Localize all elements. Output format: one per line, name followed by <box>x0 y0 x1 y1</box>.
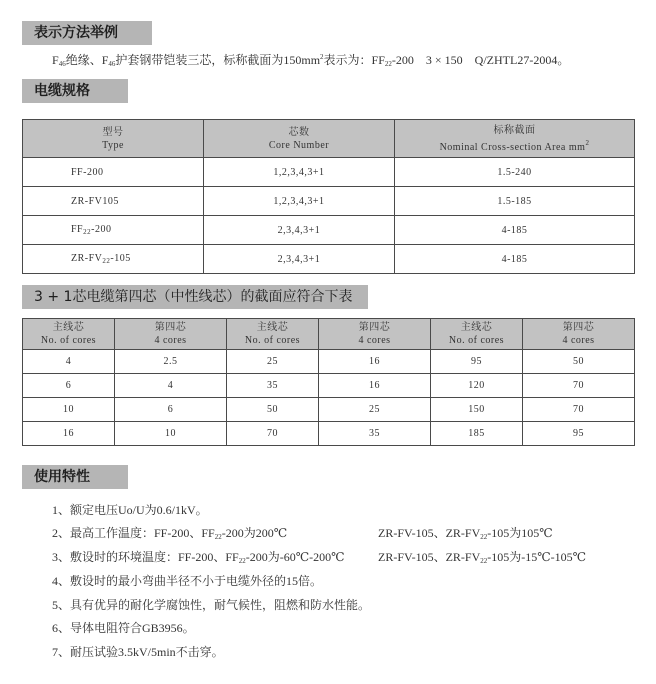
cell: 50 <box>523 350 635 374</box>
usage-item-2-extra: ZR-FV-105、$ZR-FV_{22}-105$为105℃ <box>378 526 553 541</box>
cell-cores: 1,2,3,4,3+1 <box>204 187 395 216</box>
header-main-core: 主线芯 No. of cores <box>227 319 319 350</box>
cell: 95 <box>431 350 523 374</box>
section-title-neutral-core: 3 + 1芯电缆第四芯（中性线芯）的截面应符合下表 <box>22 285 368 309</box>
table-row <box>23 422 635 446</box>
cell: 35 <box>227 374 319 398</box>
cell: 4 <box>23 350 115 374</box>
header-fourth-core: 第四芯 4 cores <box>523 319 635 350</box>
header-fourth-core: 第四芯 4 cores <box>115 319 227 350</box>
usage-item-2: 2、最高工作温度：FF-200、$FF_{22}-200$为200℃ <box>52 526 288 541</box>
table-row <box>23 374 635 398</box>
section-title-usage: 使用特性 <box>22 465 128 489</box>
cell-type: $ZR-FV_{22}-105$ <box>23 245 204 274</box>
spec-table-header <box>23 120 635 158</box>
cell: 185 <box>431 422 523 446</box>
header-cores: 芯数 Core Number <box>204 120 395 158</box>
header-fourth-core: 第四芯 4 cores <box>319 319 431 350</box>
neutral-core-table <box>22 318 635 446</box>
cell: 25 <box>319 398 431 422</box>
table-row <box>23 187 635 216</box>
header-main-core: 主线芯 No. of cores <box>431 319 523 350</box>
usage-item-6: 6、导体电阻符合GB3956。 <box>52 621 195 635</box>
cell: 70 <box>523 374 635 398</box>
header-type: 型号 Type <box>23 120 204 158</box>
cell-type: FF-200 <box>23 158 204 187</box>
cell: 6 <box>23 374 115 398</box>
cell: 16 <box>319 374 431 398</box>
cell-area: 1.5-185 <box>395 187 635 216</box>
table-row <box>23 158 635 187</box>
section-title-spec: 电缆规格 <box>22 79 128 103</box>
cell-type: ZR-FV105 <box>23 187 204 216</box>
cell-area: 4-185 <box>395 245 635 274</box>
usage-item-1: 1、额定电压Uo/U为0.6/1kV。 <box>52 503 208 517</box>
cell-cores: 2,3,4,3+1 <box>204 245 395 274</box>
cell-area: 1.5-240 <box>395 158 635 187</box>
cell: 70 <box>523 398 635 422</box>
usage-item-3-extra: ZR-FV-105、$ZR-FV_{22}-105$为-15℃-105℃ <box>378 550 587 565</box>
cell: 150 <box>431 398 523 422</box>
cell-type: $FF_{22}-200$ <box>23 216 204 245</box>
table-row <box>23 350 635 374</box>
cell-cores: 2,3,4,3+1 <box>204 216 395 245</box>
cell: 2.5 <box>115 350 227 374</box>
table-row <box>23 398 635 422</box>
header-main-core: 主线芯 No. of cores <box>23 319 115 350</box>
cell: 10 <box>115 422 227 446</box>
usage-item-3: 3、敷设时的环境温度：FF-200、$FF_{22}-200$为-60℃-200℃ <box>52 550 345 565</box>
cell-area: 4-185 <box>395 216 635 245</box>
usage-item-7: 7、耐压试验3.5kV/5min不击穿。 <box>52 645 224 659</box>
usage-item-5: 5、具有优异的耐化学腐蚀性，耐气候性，阻燃和防水性能。 <box>52 598 371 612</box>
example-text: $F_{46}$绝缘、$F_{46}$护套钢带铠装三芯，标称截面为$150mm^2$表示为：$FF_{22}-200$ 3 × 150 Q/ZHTL27-2004。 <box>52 53 570 68</box>
cell: 16 <box>319 350 431 374</box>
header-area: 标称截面 Nominal Cross-section Area $mm^2$ <box>395 120 635 158</box>
cell: 16 <box>23 422 115 446</box>
cell: 120 <box>431 374 523 398</box>
table-row <box>23 216 635 245</box>
cell: 35 <box>319 422 431 446</box>
cell-cores: 1,2,3,4,3+1 <box>204 158 395 187</box>
cell: 95 <box>523 422 635 446</box>
section-title-example: 表示方法举例 <box>22 21 152 45</box>
neutral-table-header <box>23 319 635 350</box>
cell: 50 <box>227 398 319 422</box>
cell: 4 <box>115 374 227 398</box>
cell: 70 <box>227 422 319 446</box>
cell: 6 <box>115 398 227 422</box>
table-row <box>23 245 635 274</box>
spec-table <box>22 119 635 274</box>
cell: 10 <box>23 398 115 422</box>
usage-item-4: 4、敷设时的最小弯曲半径不小于电缆外径的15倍。 <box>52 574 323 588</box>
cell: 25 <box>227 350 319 374</box>
